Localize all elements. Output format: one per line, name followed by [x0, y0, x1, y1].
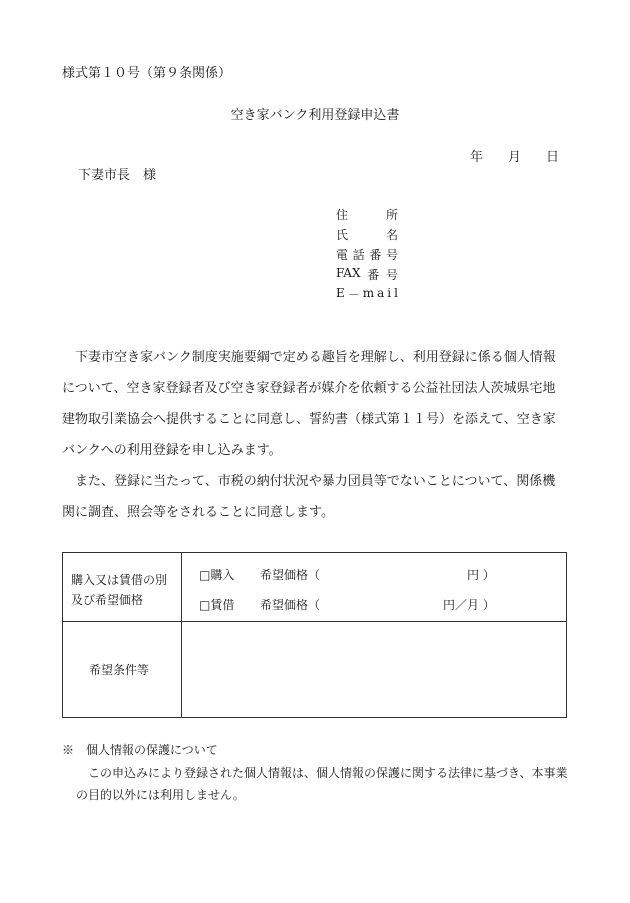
date-day-label: 日 — [546, 150, 560, 165]
privacy-note-body: この申込みにより登録された個人情報は、個人情報の保護に関する法律に基づき、本事業の目的以外には利用しません。 — [76, 766, 568, 802]
application-table — [62, 552, 567, 718]
purchase-price-label: 希望価格（ — [260, 568, 321, 582]
document-title: 空き家バンク利用登録申込書 — [230, 108, 400, 123]
fax-label: FAX 番 号 — [336, 266, 398, 282]
purchase-or-rent-label: 購入又は賃借の別 — [71, 573, 168, 587]
addressee: 下妻市長 様 — [78, 168, 157, 183]
rent-price-unit: 円／月 ） — [443, 598, 495, 612]
rent-price-label: 希望価格（ — [260, 598, 321, 612]
privacy-note-heading: ※ 個人情報の保護について — [62, 743, 218, 757]
table-row-divider — [63, 621, 566, 622]
address-label: 住 所 — [336, 208, 398, 222]
email-label: E － m a i l — [336, 286, 398, 302]
rent-checkbox[interactable]: □賃借 — [199, 598, 235, 612]
form-number: 様式第１０号（第９条関係） — [62, 66, 232, 81]
purchase-checkbox[interactable]: □購入 — [199, 568, 235, 582]
consent-text — [62, 342, 568, 528]
table-column-divider — [181, 553, 182, 717]
desired-conditions-label: 希望条件等 — [89, 663, 150, 677]
date-year-label: 年 — [470, 150, 484, 165]
consent-paragraph: 下妻市空き家バンク制度実施要綱で定める趣旨を理解し、利用登録に係る個人情報について、空き家登録者及び空き家登録者が媒介を依頼する公益社団法人茨城県宅地建物取引業協会へ提供することに同意し、誓約書（様式第１１号）を添えて、空き家バンクへの利用登録を申し込みます。 — [62, 350, 556, 458]
name-label: 氏 名 — [336, 228, 398, 242]
date-month-label: 月 — [508, 150, 522, 165]
purchase-price-unit: 円 ） — [467, 568, 495, 582]
phone-label: 電 話 番 号 — [336, 248, 398, 262]
desired-price-label: 及び希望価格 — [71, 593, 144, 607]
inquiry-paragraph: また、登録に当たって、市税の納付状況や暴力団員等でないことについて、関係機関に調査、照会等をされることに同意します。 — [62, 474, 556, 520]
